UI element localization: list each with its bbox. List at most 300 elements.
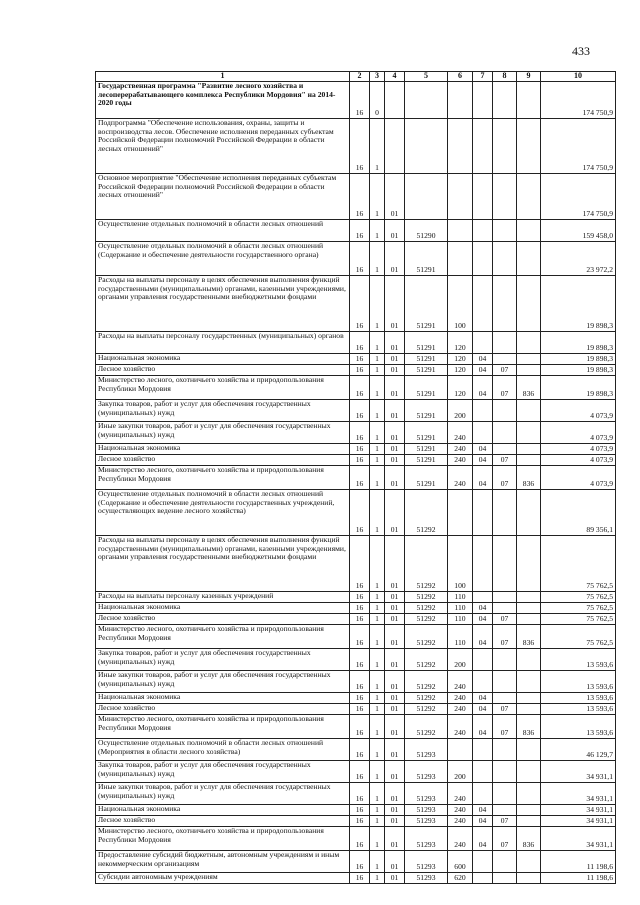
row-expense-type-cell <box>448 174 473 220</box>
row-name-cell: Лесное хозяйство <box>96 614 350 625</box>
table-row <box>96 82 616 119</box>
row-section-cell: 04 <box>473 805 493 816</box>
col-header: 3 <box>370 72 385 82</box>
row-ministry-code-cell <box>517 592 541 603</box>
row-name-cell: Национальная экономика <box>96 444 350 455</box>
row-section-cell <box>473 649 493 671</box>
row-sub-code-cell: 1 <box>370 649 385 671</box>
row-section-cell <box>473 220 493 242</box>
row-direction-code-cell: 51291 <box>405 466 448 490</box>
row-subsection-cell <box>493 276 517 332</box>
row-sub-code-cell: 1 <box>370 614 385 625</box>
row-sub-code-cell: 1 <box>370 827 385 851</box>
row-main-event-cell: 01 <box>385 614 405 625</box>
row-admin-code-cell: 16 <box>350 400 370 422</box>
table-row <box>96 119 616 174</box>
row-main-event-cell: 01 <box>385 242 405 276</box>
row-ministry-code-cell <box>517 276 541 332</box>
row-sub-code-cell: 1 <box>370 400 385 422</box>
row-direction-code-cell: 51292 <box>405 693 448 704</box>
row-subsection-cell <box>493 592 517 603</box>
row-name-cell: Национальная экономика <box>96 693 350 704</box>
row-section-cell <box>473 783 493 805</box>
row-admin-code-cell: 16 <box>350 693 370 704</box>
row-amount-cell: 75 762,5 <box>541 603 616 614</box>
row-main-event-cell: 01 <box>385 851 405 873</box>
row-ministry-code-cell <box>517 490 541 536</box>
row-name-cell: Осуществление отдельных полномочий в области лесных отношений <box>96 220 350 242</box>
row-section-cell <box>473 490 493 536</box>
row-main-event-cell: 01 <box>385 466 405 490</box>
row-section-cell: 04 <box>473 816 493 827</box>
table-row <box>96 851 616 873</box>
row-direction-code-cell: 51293 <box>405 739 448 761</box>
table-row <box>96 805 616 816</box>
row-ministry-code-cell <box>517 693 541 704</box>
row-sub-code-cell: 1 <box>370 242 385 276</box>
row-name-cell: Субсидии автономным учреждениям <box>96 873 350 884</box>
row-section-cell: 04 <box>473 693 493 704</box>
row-section-cell <box>473 592 493 603</box>
row-amount-cell: 174 750,9 <box>541 174 616 220</box>
row-section-cell <box>473 332 493 354</box>
row-subsection-cell <box>493 693 517 704</box>
row-subsection-cell: 07 <box>493 376 517 400</box>
row-direction-code-cell: 51290 <box>405 220 448 242</box>
row-section-cell: 04 <box>473 455 493 466</box>
row-sub-code-cell: 1 <box>370 693 385 704</box>
row-subsection-cell <box>493 119 517 174</box>
row-sub-code-cell: 1 <box>370 354 385 365</box>
row-subsection-cell <box>493 649 517 671</box>
row-section-cell: 04 <box>473 603 493 614</box>
table-row <box>96 490 616 536</box>
row-admin-code-cell: 16 <box>350 174 370 220</box>
row-main-event-cell: 01 <box>385 490 405 536</box>
row-section-cell: 04 <box>473 444 493 455</box>
row-amount-cell: 34 931,1 <box>541 783 616 805</box>
row-admin-code-cell: 16 <box>350 625 370 649</box>
row-subsection-cell: 07 <box>493 715 517 739</box>
row-expense-type-cell: 100 <box>448 536 473 592</box>
row-amount-cell: 46 129,7 <box>541 739 616 761</box>
table-row <box>96 220 616 242</box>
col-header: 8 <box>493 72 517 82</box>
row-name-cell: Основное мероприятие "Обеспечение исполнения переданных субъектам Российской Федерации полномочий Российской Федерации в области лесных отношений" <box>96 174 350 220</box>
row-name-cell: Предоставление субсидий бюджетным, автономным учреждениям и иным некоммерческим организациям <box>96 851 350 873</box>
row-direction-code-cell: 51293 <box>405 805 448 816</box>
row-subsection-cell <box>493 851 517 873</box>
row-sub-code-cell: 1 <box>370 455 385 466</box>
row-name-cell: Национальная экономика <box>96 805 350 816</box>
row-amount-cell: 13 593,6 <box>541 715 616 739</box>
row-ministry-code-cell <box>517 444 541 455</box>
row-amount-cell: 4 073,9 <box>541 455 616 466</box>
row-section-cell: 04 <box>473 466 493 490</box>
row-section-cell <box>473 400 493 422</box>
col-header: 1 <box>96 72 350 82</box>
row-main-event-cell: 01 <box>385 365 405 376</box>
row-subsection-cell <box>493 783 517 805</box>
row-main-event-cell: 01 <box>385 783 405 805</box>
row-ministry-code-cell <box>517 365 541 376</box>
row-sub-code-cell: 1 <box>370 376 385 400</box>
row-ministry-code-cell <box>517 119 541 174</box>
row-main-event-cell: 01 <box>385 603 405 614</box>
row-admin-code-cell: 16 <box>350 444 370 455</box>
row-sub-code-cell: 1 <box>370 490 385 536</box>
row-direction-code-cell: 51291 <box>405 400 448 422</box>
row-sub-code-cell: 1 <box>370 444 385 455</box>
row-amount-cell: 19 898,3 <box>541 276 616 332</box>
table-row <box>96 444 616 455</box>
row-sub-code-cell: 1 <box>370 592 385 603</box>
row-name-cell: Министерство лесного, охотничьего хозяйства и природопользования Республики Мордовия <box>96 376 350 400</box>
table-row <box>96 422 616 444</box>
row-subsection-cell <box>493 444 517 455</box>
row-sub-code-cell: 1 <box>370 739 385 761</box>
row-amount-cell: 159 458,0 <box>541 220 616 242</box>
row-expense-type-cell: 110 <box>448 592 473 603</box>
row-subsection-cell <box>493 603 517 614</box>
row-section-cell <box>473 242 493 276</box>
row-admin-code-cell: 16 <box>350 816 370 827</box>
row-direction-code-cell: 51291 <box>405 276 448 332</box>
row-expense-type-cell: 600 <box>448 851 473 873</box>
row-subsection-cell <box>493 354 517 365</box>
row-ministry-code-cell <box>517 536 541 592</box>
row-amount-cell: 11 198,6 <box>541 873 616 884</box>
table-row <box>96 174 616 220</box>
row-main-event-cell: 01 <box>385 354 405 365</box>
row-subsection-cell <box>493 400 517 422</box>
row-amount-cell: 34 931,1 <box>541 816 616 827</box>
row-subsection-cell <box>493 739 517 761</box>
row-main-event-cell: 01 <box>385 455 405 466</box>
row-amount-cell: 34 931,1 <box>541 805 616 816</box>
row-direction-code-cell: 51292 <box>405 614 448 625</box>
row-ministry-code-cell <box>517 220 541 242</box>
row-admin-code-cell: 16 <box>350 873 370 884</box>
row-direction-code-cell: 51293 <box>405 827 448 851</box>
row-ministry-code-cell <box>517 354 541 365</box>
row-subsection-cell <box>493 82 517 119</box>
row-direction-code-cell: 51291 <box>405 444 448 455</box>
row-amount-cell: 75 762,5 <box>541 625 616 649</box>
table-row <box>96 455 616 466</box>
row-amount-cell: 75 762,5 <box>541 592 616 603</box>
row-amount-cell: 75 762,5 <box>541 536 616 592</box>
row-main-event-cell: 01 <box>385 704 405 715</box>
row-admin-code-cell: 16 <box>350 82 370 119</box>
row-main-event-cell: 01 <box>385 816 405 827</box>
row-ministry-code-cell <box>517 614 541 625</box>
row-subsection-cell: 07 <box>493 827 517 851</box>
table-row <box>96 376 616 400</box>
row-subsection-cell: 07 <box>493 365 517 376</box>
row-expense-type-cell: 100 <box>448 276 473 332</box>
row-direction-code-cell: 51293 <box>405 816 448 827</box>
row-subsection-cell: 07 <box>493 704 517 715</box>
row-sub-code-cell: 0 <box>370 82 385 119</box>
table-row <box>96 242 616 276</box>
row-direction-code-cell <box>405 174 448 220</box>
row-ministry-code-cell <box>517 242 541 276</box>
row-expense-type-cell: 200 <box>448 761 473 783</box>
table-body <box>96 82 616 884</box>
row-expense-type-cell: 240 <box>448 466 473 490</box>
row-expense-type-cell: 240 <box>448 827 473 851</box>
row-amount-cell: 13 593,6 <box>541 704 616 715</box>
table-row <box>96 693 616 704</box>
row-main-event-cell: 01 <box>385 592 405 603</box>
row-direction-code-cell: 51291 <box>405 422 448 444</box>
row-section-cell <box>473 119 493 174</box>
col-header: 10 <box>541 72 616 82</box>
row-sub-code-cell: 1 <box>370 671 385 693</box>
row-ministry-code-cell <box>517 761 541 783</box>
table-row <box>96 761 616 783</box>
row-subsection-cell: 07 <box>493 816 517 827</box>
row-ministry-code-cell <box>517 783 541 805</box>
row-subsection-cell <box>493 220 517 242</box>
row-expense-type-cell: 240 <box>448 805 473 816</box>
page-number: 433 <box>572 44 590 58</box>
row-ministry-code-cell <box>517 174 541 220</box>
row-ministry-code-cell <box>517 332 541 354</box>
col-header: 2 <box>350 72 370 82</box>
table-row <box>96 614 616 625</box>
row-admin-code-cell: 16 <box>350 704 370 715</box>
row-admin-code-cell: 16 <box>350 332 370 354</box>
row-expense-type-cell <box>448 119 473 174</box>
row-expense-type-cell: 240 <box>448 704 473 715</box>
budget-table <box>95 71 616 884</box>
row-sub-code-cell: 1 <box>370 625 385 649</box>
row-direction-code-cell: 51291 <box>405 455 448 466</box>
row-admin-code-cell: 16 <box>350 242 370 276</box>
row-ministry-code-cell <box>517 422 541 444</box>
row-amount-cell: 34 931,1 <box>541 761 616 783</box>
row-amount-cell: 13 593,6 <box>541 671 616 693</box>
row-direction-code-cell: 51292 <box>405 671 448 693</box>
row-name-cell: Национальная экономика <box>96 354 350 365</box>
row-main-event-cell: 01 <box>385 400 405 422</box>
row-expense-type-cell: 110 <box>448 603 473 614</box>
row-admin-code-cell: 16 <box>350 603 370 614</box>
row-section-cell <box>473 761 493 783</box>
row-admin-code-cell: 16 <box>350 715 370 739</box>
row-expense-type-cell: 240 <box>448 455 473 466</box>
row-section-cell: 04 <box>473 715 493 739</box>
row-subsection-cell: 07 <box>493 625 517 649</box>
row-expense-type-cell: 240 <box>448 783 473 805</box>
row-subsection-cell <box>493 174 517 220</box>
row-direction-code-cell: 51292 <box>405 603 448 614</box>
row-ministry-code-cell <box>517 805 541 816</box>
row-name-cell: Подпрограмма "Обеспечение использования, охраны, защиты и воспроизводства лесов. Обеспечение исполнения переданных субъектам Российской Федерации полномочий Российской Федерации в области лесных отношений" <box>96 119 350 174</box>
row-main-event-cell: 01 <box>385 805 405 816</box>
row-admin-code-cell: 16 <box>350 614 370 625</box>
row-direction-code-cell <box>405 119 448 174</box>
row-expense-type-cell: 240 <box>448 715 473 739</box>
row-name-cell: Иные закупки товаров, работ и услуг для обеспечения государственных (муниципальных) нужд <box>96 422 350 444</box>
row-main-event-cell: 01 <box>385 276 405 332</box>
row-main-event-cell: 01 <box>385 220 405 242</box>
table-row <box>96 649 616 671</box>
row-sub-code-cell: 1 <box>370 119 385 174</box>
row-ministry-code-cell <box>517 400 541 422</box>
row-expense-type-cell <box>448 220 473 242</box>
row-name-cell: Министерство лесного, охотничьего хозяйства и природопользования Республики Мордовия <box>96 625 350 649</box>
row-expense-type-cell: 200 <box>448 649 473 671</box>
row-amount-cell: 19 898,3 <box>541 376 616 400</box>
row-name-cell: Закупка товаров, работ и услуг для обеспечения государственных (муниципальных) нужд <box>96 649 350 671</box>
row-section-cell <box>473 739 493 761</box>
row-amount-cell: 4 073,9 <box>541 422 616 444</box>
row-name-cell: Лесное хозяйство <box>96 365 350 376</box>
row-section-cell: 04 <box>473 365 493 376</box>
row-admin-code-cell: 16 <box>350 671 370 693</box>
row-expense-type-cell: 240 <box>448 816 473 827</box>
row-name-cell: Министерство лесного, охотничьего хозяйства и природопользования Республики Мордовия <box>96 715 350 739</box>
row-sub-code-cell: 1 <box>370 816 385 827</box>
row-ministry-code-cell <box>517 82 541 119</box>
row-amount-cell: 34 931,1 <box>541 827 616 851</box>
table-row <box>96 739 616 761</box>
row-sub-code-cell: 1 <box>370 220 385 242</box>
row-admin-code-cell: 16 <box>350 220 370 242</box>
row-ministry-code-cell <box>517 873 541 884</box>
row-subsection-cell: 07 <box>493 455 517 466</box>
row-section-cell <box>473 671 493 693</box>
table-row <box>96 400 616 422</box>
row-sub-code-cell: 1 <box>370 715 385 739</box>
row-section-cell <box>473 536 493 592</box>
row-name-cell: Закупка товаров, работ и услуг для обеспечения государственных (муниципальных) нужд <box>96 761 350 783</box>
row-name-cell: Расходы на выплаты персоналу в целях обеспечения выполнения функций государственными (муниципальными) органами, казенными учреждениями, органами управления государственными внебюджетными фондами <box>96 536 350 592</box>
table-row <box>96 332 616 354</box>
row-expense-type-cell: 120 <box>448 354 473 365</box>
row-direction-code-cell <box>405 82 448 119</box>
row-name-cell: Расходы на выплаты персоналу в целях обеспечения выполнения функций государственными (муниципальными) органами, казенными учреждениями, органами управления государственными внебюджетными фондами <box>96 276 350 332</box>
row-direction-code-cell: 51293 <box>405 873 448 884</box>
row-section-cell: 04 <box>473 354 493 365</box>
table-row <box>96 276 616 332</box>
table-row <box>96 592 616 603</box>
row-amount-cell: 174 750,9 <box>541 82 616 119</box>
table-row <box>96 603 616 614</box>
header-row <box>96 72 616 82</box>
table-row <box>96 671 616 693</box>
row-expense-type-cell: 120 <box>448 365 473 376</box>
row-main-event-cell: 01 <box>385 444 405 455</box>
row-expense-type-cell: 200 <box>448 400 473 422</box>
row-subsection-cell <box>493 536 517 592</box>
row-name-cell: Государственная программа "Развитие лесного хозяйства и лесоперерабатывающего комплекса Республики Мордовия" на 2014-2020 годы <box>96 82 350 119</box>
row-subsection-cell <box>493 490 517 536</box>
table-row <box>96 783 616 805</box>
col-header: 7 <box>473 72 493 82</box>
row-main-event-cell: 01 <box>385 625 405 649</box>
row-section-cell <box>473 851 493 873</box>
row-amount-cell: 4 073,9 <box>541 444 616 455</box>
row-direction-code-cell: 51293 <box>405 761 448 783</box>
row-expense-type-cell: 120 <box>448 376 473 400</box>
row-name-cell: Расходы на выплаты персоналу казенных учреждений <box>96 592 350 603</box>
row-expense-type-cell <box>448 739 473 761</box>
row-section-cell: 04 <box>473 614 493 625</box>
row-direction-code-cell: 51291 <box>405 332 448 354</box>
row-main-event-cell: 01 <box>385 422 405 444</box>
row-ministry-code-cell: 836 <box>517 625 541 649</box>
row-admin-code-cell: 16 <box>350 761 370 783</box>
row-expense-type-cell: 620 <box>448 873 473 884</box>
row-ministry-code-cell: 836 <box>517 715 541 739</box>
row-name-cell: Национальная экономика <box>96 603 350 614</box>
row-admin-code-cell: 16 <box>350 466 370 490</box>
table-row <box>96 816 616 827</box>
row-main-event-cell: 01 <box>385 739 405 761</box>
row-amount-cell: 89 356,1 <box>541 490 616 536</box>
row-admin-code-cell: 16 <box>350 739 370 761</box>
row-ministry-code-cell <box>517 671 541 693</box>
row-ministry-code-cell <box>517 649 541 671</box>
row-subsection-cell: 07 <box>493 466 517 490</box>
row-expense-type-cell: 240 <box>448 671 473 693</box>
row-amount-cell: 11 198,6 <box>541 851 616 873</box>
row-expense-type-cell: 110 <box>448 625 473 649</box>
row-admin-code-cell: 16 <box>350 422 370 444</box>
row-direction-code-cell: 51292 <box>405 625 448 649</box>
row-expense-type-cell <box>448 82 473 119</box>
row-direction-code-cell: 51292 <box>405 536 448 592</box>
row-main-event-cell: 01 <box>385 649 405 671</box>
row-direction-code-cell: 51291 <box>405 354 448 365</box>
row-name-cell: Закупка товаров, работ и услуг для обеспечения государственных (муниципальных) нужд <box>96 400 350 422</box>
row-expense-type-cell: 120 <box>448 332 473 354</box>
row-section-cell <box>473 276 493 332</box>
row-ministry-code-cell <box>517 603 541 614</box>
row-main-event-cell: 01 <box>385 693 405 704</box>
row-direction-code-cell: 51291 <box>405 242 448 276</box>
row-ministry-code-cell <box>517 816 541 827</box>
table-row <box>96 466 616 490</box>
col-header: 5 <box>405 72 448 82</box>
row-sub-code-cell: 1 <box>370 365 385 376</box>
row-expense-type-cell: 240 <box>448 422 473 444</box>
row-amount-cell: 23 972,2 <box>541 242 616 276</box>
row-name-cell: Осуществление отдельных полномочий в области лесных отношений (Мероприятия в области лесного хозяйства) <box>96 739 350 761</box>
row-admin-code-cell: 16 <box>350 490 370 536</box>
row-main-event-cell: 01 <box>385 536 405 592</box>
row-direction-code-cell: 51292 <box>405 592 448 603</box>
row-amount-cell: 4 073,9 <box>541 466 616 490</box>
row-admin-code-cell: 16 <box>350 783 370 805</box>
row-ministry-code-cell <box>517 455 541 466</box>
row-sub-code-cell: 1 <box>370 536 385 592</box>
row-main-event-cell: 01 <box>385 761 405 783</box>
row-admin-code-cell: 16 <box>350 354 370 365</box>
row-subsection-cell <box>493 422 517 444</box>
row-amount-cell: 13 593,6 <box>541 649 616 671</box>
row-main-event-cell <box>385 119 405 174</box>
row-expense-type-cell: 110 <box>448 614 473 625</box>
row-ministry-code-cell: 836 <box>517 376 541 400</box>
row-main-event-cell: 01 <box>385 376 405 400</box>
row-name-cell: Иные закупки товаров, работ и услуг для обеспечения государственных (муниципальных) нужд <box>96 671 350 693</box>
row-subsection-cell <box>493 873 517 884</box>
